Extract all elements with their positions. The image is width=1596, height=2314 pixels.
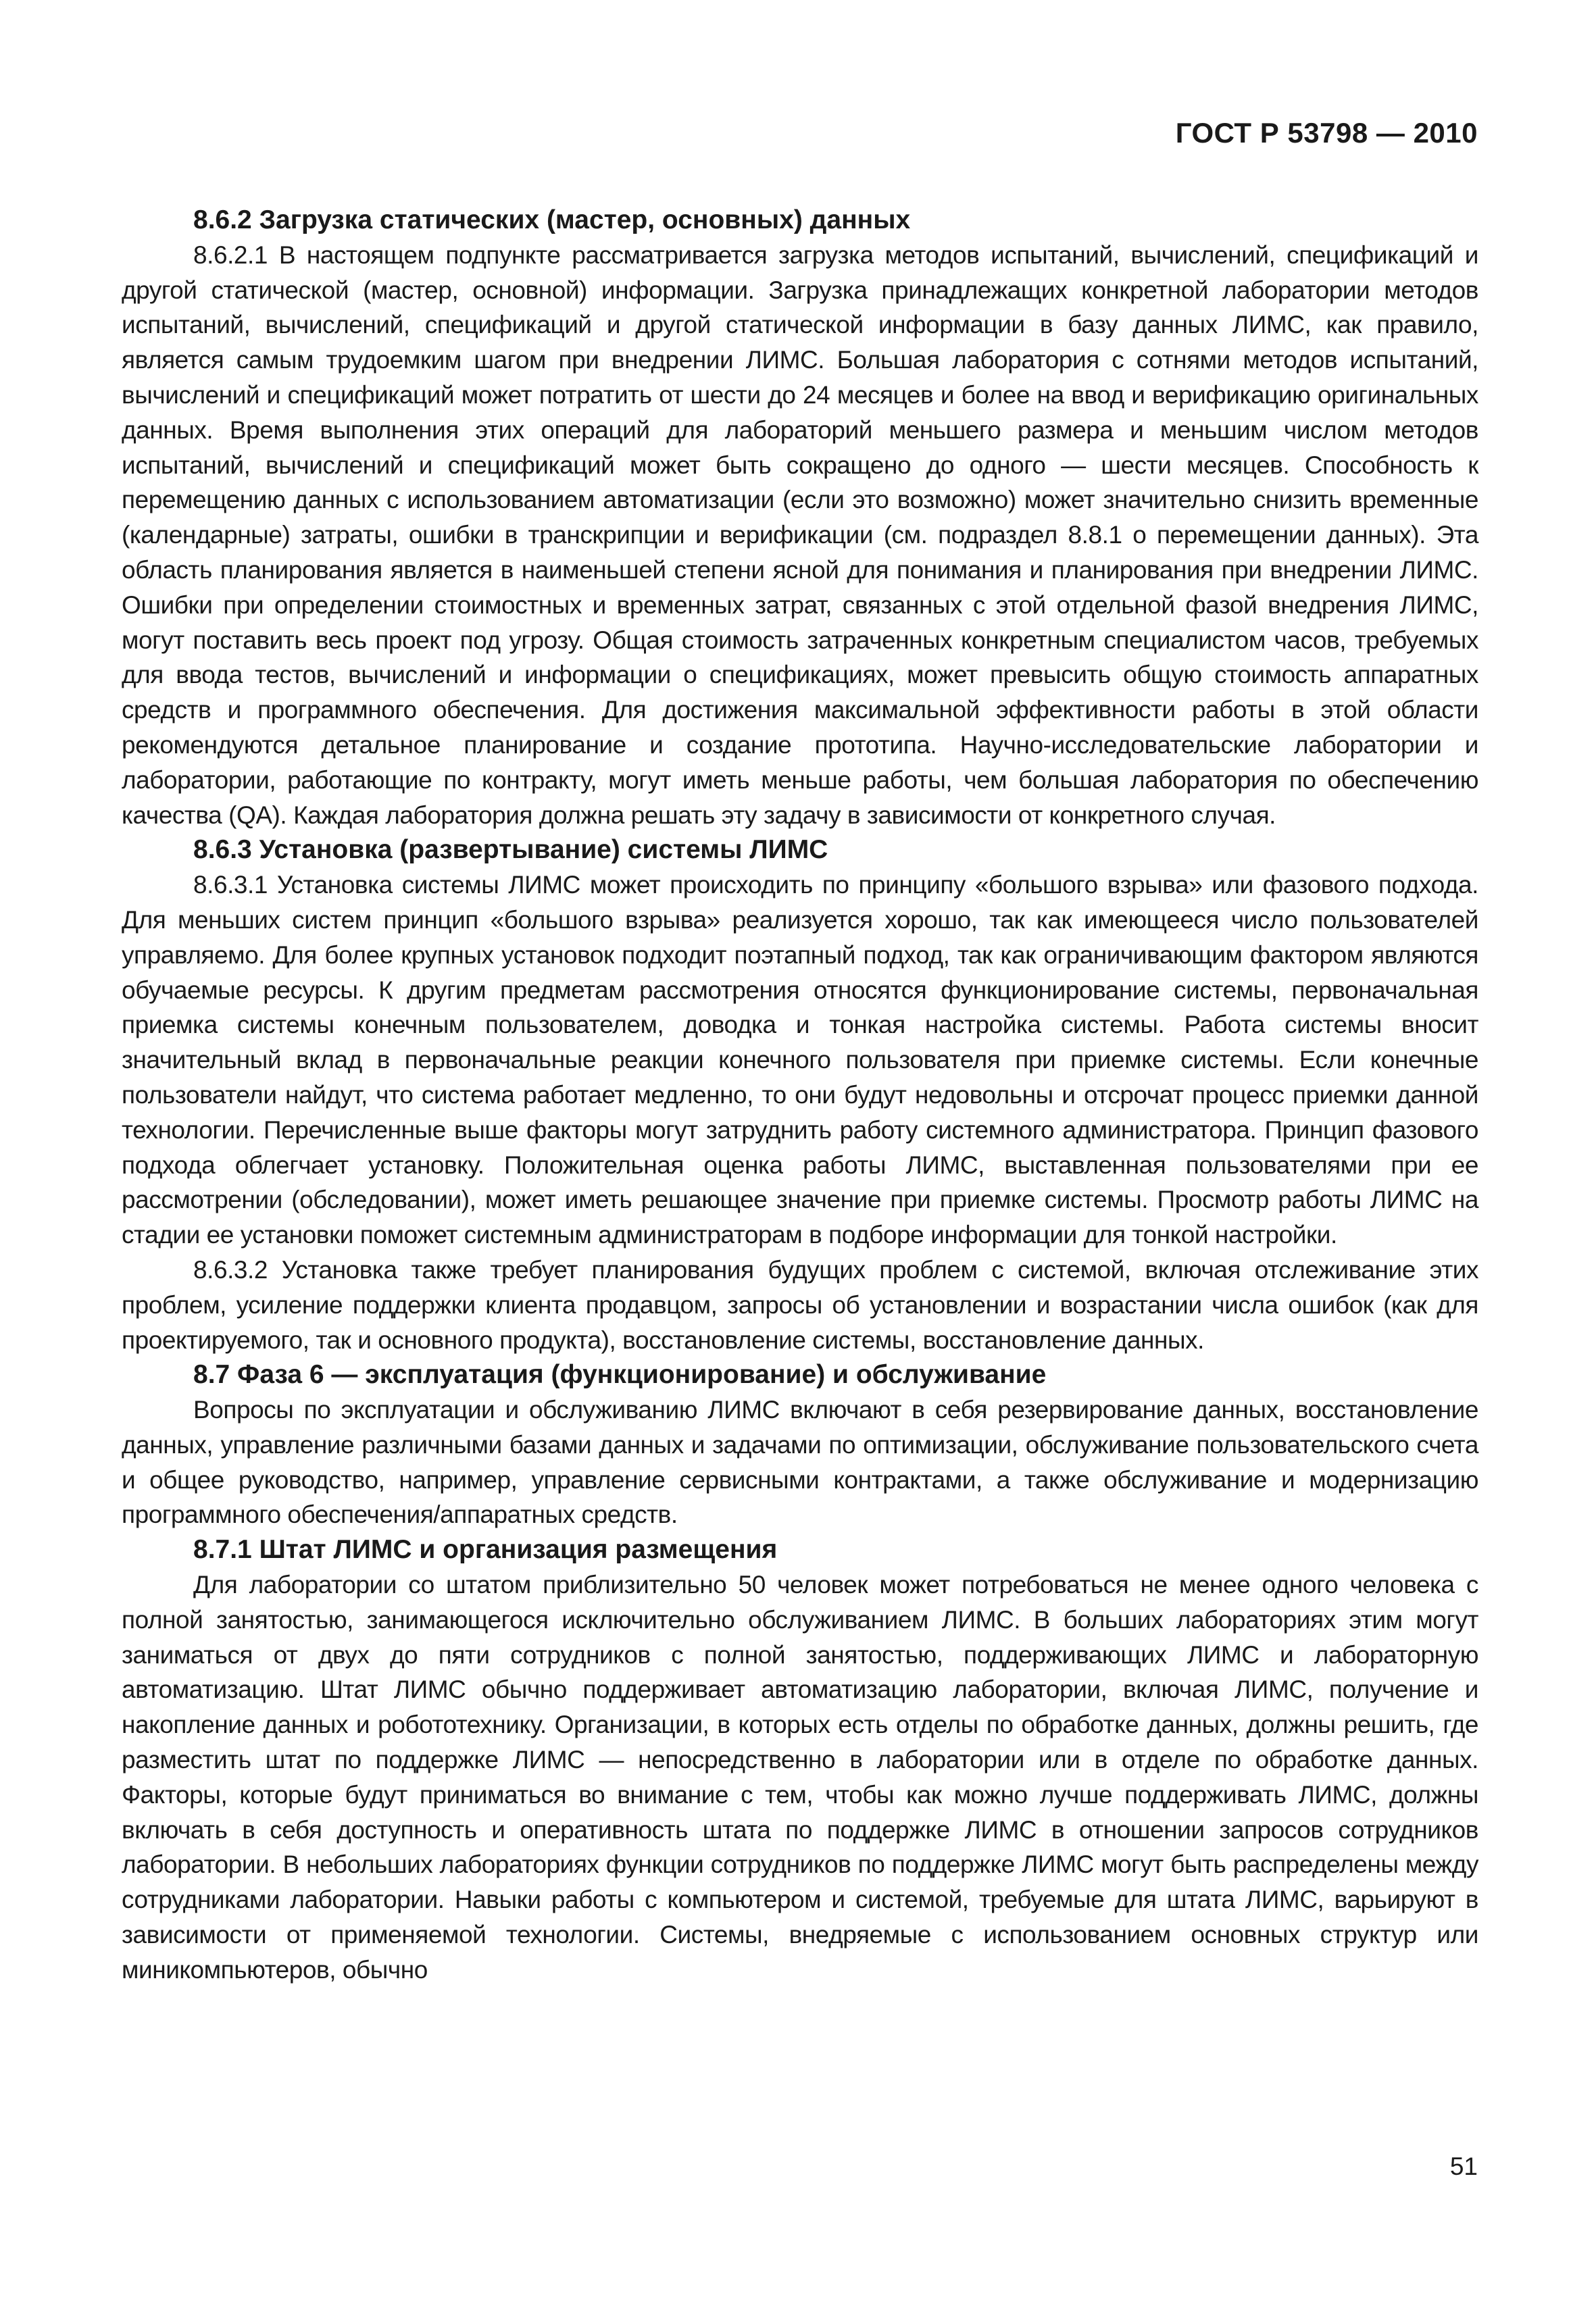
section-heading-8-6-2: 8.6.2 Загрузка статических (мастер, основных) данных xyxy=(193,205,911,234)
paragraph-8-7: Вопросы по эксплуатации и обслуживанию ЛИМС включают в себя резервирование данных, восстановление данных, управление различными базами данных и задачами по оптимизации, обслуживание пользовательского счета и общее руководство, например, управление сервисными контрактами, а также обслуживание и модернизацию программного обеспечения/аппаратных средств. xyxy=(122,1396,1478,1529)
paragraph-8-7-1: Для лаборатории со штатом приблизительно 50 человек может потребоваться не менее одного человека с полной занятостью, занимающегося исключительно обслуживанием ЛИМС. В больших лабораториях этим могут заниматься от двух до пяти сотрудников с полной занятостью, поддерживающих ЛИМС и лабораторную автоматизацию. Штат ЛИМС обычно поддерживает автоматизацию лаборатории, включая ЛИМС, получение и накопление данных и робототехнику. Организации, в которых есть отделы по обработке данных, должны решить, где разместить штат по поддержке ЛИМС — непосредственно в лаборатории или в отделе по обработке данных. Факторы, которые будут приниматься во внимание с тем, чтобы как можно лучше поддерживать ЛИМС, должны включать в себя доступность и оперативность штата по поддержке ЛИМС в отношении запросов сотрудников лаборатории. В небольших лабораториях функции сотрудников по поддержке ЛИМС могут быть распределены между сотрудниками лаборатории. Навыки работы с компьютером и системой, требуемые для штата ЛИМС, варьируют в зависимости от применяемой технологии. Системы, внедряемые с использованием основных структур или миникомпьютеров, обычно xyxy=(122,1571,1478,1984)
paragraph-8-6-2-1: 8.6.2.1 В настоящем подпункте рассматривается загрузка методов испытаний, вычислений, спецификаций и другой статической (мастер, основной) информации. Загрузка принадлежащих конкретной лаборатории методов испытаний, вычислений, спецификаций и другой статической информации в базу данных ЛИМС, как правило, является самым трудоемким шагом при внедрении ЛИМС. Большая лаборатория с сотнями методов испытаний, вычислений и спецификаций может потратить от шести до 24 месяцев и более на ввод и верификацию оригинальных данных. Время выполнения этих операций для лабораторий меньшего размера и меньшим числом методов испытаний, вычислений и спецификаций может быть сокращено до одного — шести месяцев. Способность к перемещению данных с использованием автоматизации (если это возможно) может значительно снизить временные (календарные) затраты, ошибки в транскрипции и верификации (см. подраздел 8.8.1 о перемещении данных). Эта область планирования является в наименьшей степени ясной для понимания и планирования при внедрении ЛИМС. Ошибки при определении стоимостных и временных затрат, связанных с этой отдельной фазой внедрения ЛИМС, могут поставить весь проект под угрозу. Общая стоимость затраченных конкретным специалистом часов, требуемых для ввода тестов, вычислений и информации о спецификациях, может превысить общую стоимость аппаратных средств и программного обеспечения. Для достижения максимальной эффективности работы в этой области рекомендуются детальное планирование и создание прототипа. Научно-исследовательские лаборатории и лаборатории, работающие по контракту, могут иметь меньше работы, чем большая лаборатория по обеспечению качества (QA). Каждая лаборатория должна решать эту задачу в зависимости от конкретного случая. xyxy=(122,241,1478,829)
page-number: 51 xyxy=(1449,2153,1478,2180)
section-heading-8-7: 8.7 Фаза 6 — эксплуатация (функционирование) и обслуживание xyxy=(193,1360,1047,1390)
section-heading-8-6-3: 8.6.3 Установка (развертывание) системы ЛИМС xyxy=(193,835,828,865)
paragraph-8-6-3-1: 8.6.3.1 Установка системы ЛИМС может происходить по принципу «большого взрыва» или фазового подхода. Для меньших систем принцип «большого взрыва» реализуется хорошо, так как имеющееся число пользователей управляемо. Для более крупных установок подходит поэтапный подход, так как ограничивающим фактором являются обучаемые ресурсы. К другим предметам рассмотрения относятся функционирование системы, первоначальная приемка системы конечным пользователем, доводка и тонкая настройка системы. Работа системы вносит значительный вклад в первоначальные реакции конечного пользователя при приемке системы. Если конечные пользователи найдут, что система работает медленно, то они будут недовольны и отсрочат процесс приемки данной технологии. Перечисленные выше факторы могут затруднить работу системного администратора. Принцип фазового подхода облегчает установку. Положительная оценка работы ЛИМС, выставленная пользователями при ее рассмотрении (обследовании), может иметь решающее значение при приемке системы. Просмотр работы ЛИМС на стадии ее установки поможет системным администраторам в подборе информации для тонкой настройки. xyxy=(122,871,1478,1249)
section-heading-8-7-1: 8.7.1 Штат ЛИМС и организация размещения xyxy=(193,1535,778,1565)
document-body xyxy=(122,203,1478,1988)
standard-designation: ГОСТ Р 53798 — 2010 xyxy=(1175,117,1478,149)
paragraph-8-6-3-2: 8.6.3.2 Установка также требует планирования будущих проблем с системой, включая отслеживание этих проблем, усиление поддержки клиента продавцом, запросы об установлении и возрастании числа ошибок (как для проектируемого, так и основного продукта), восстановление системы, восстановление данных. xyxy=(122,1255,1478,1354)
